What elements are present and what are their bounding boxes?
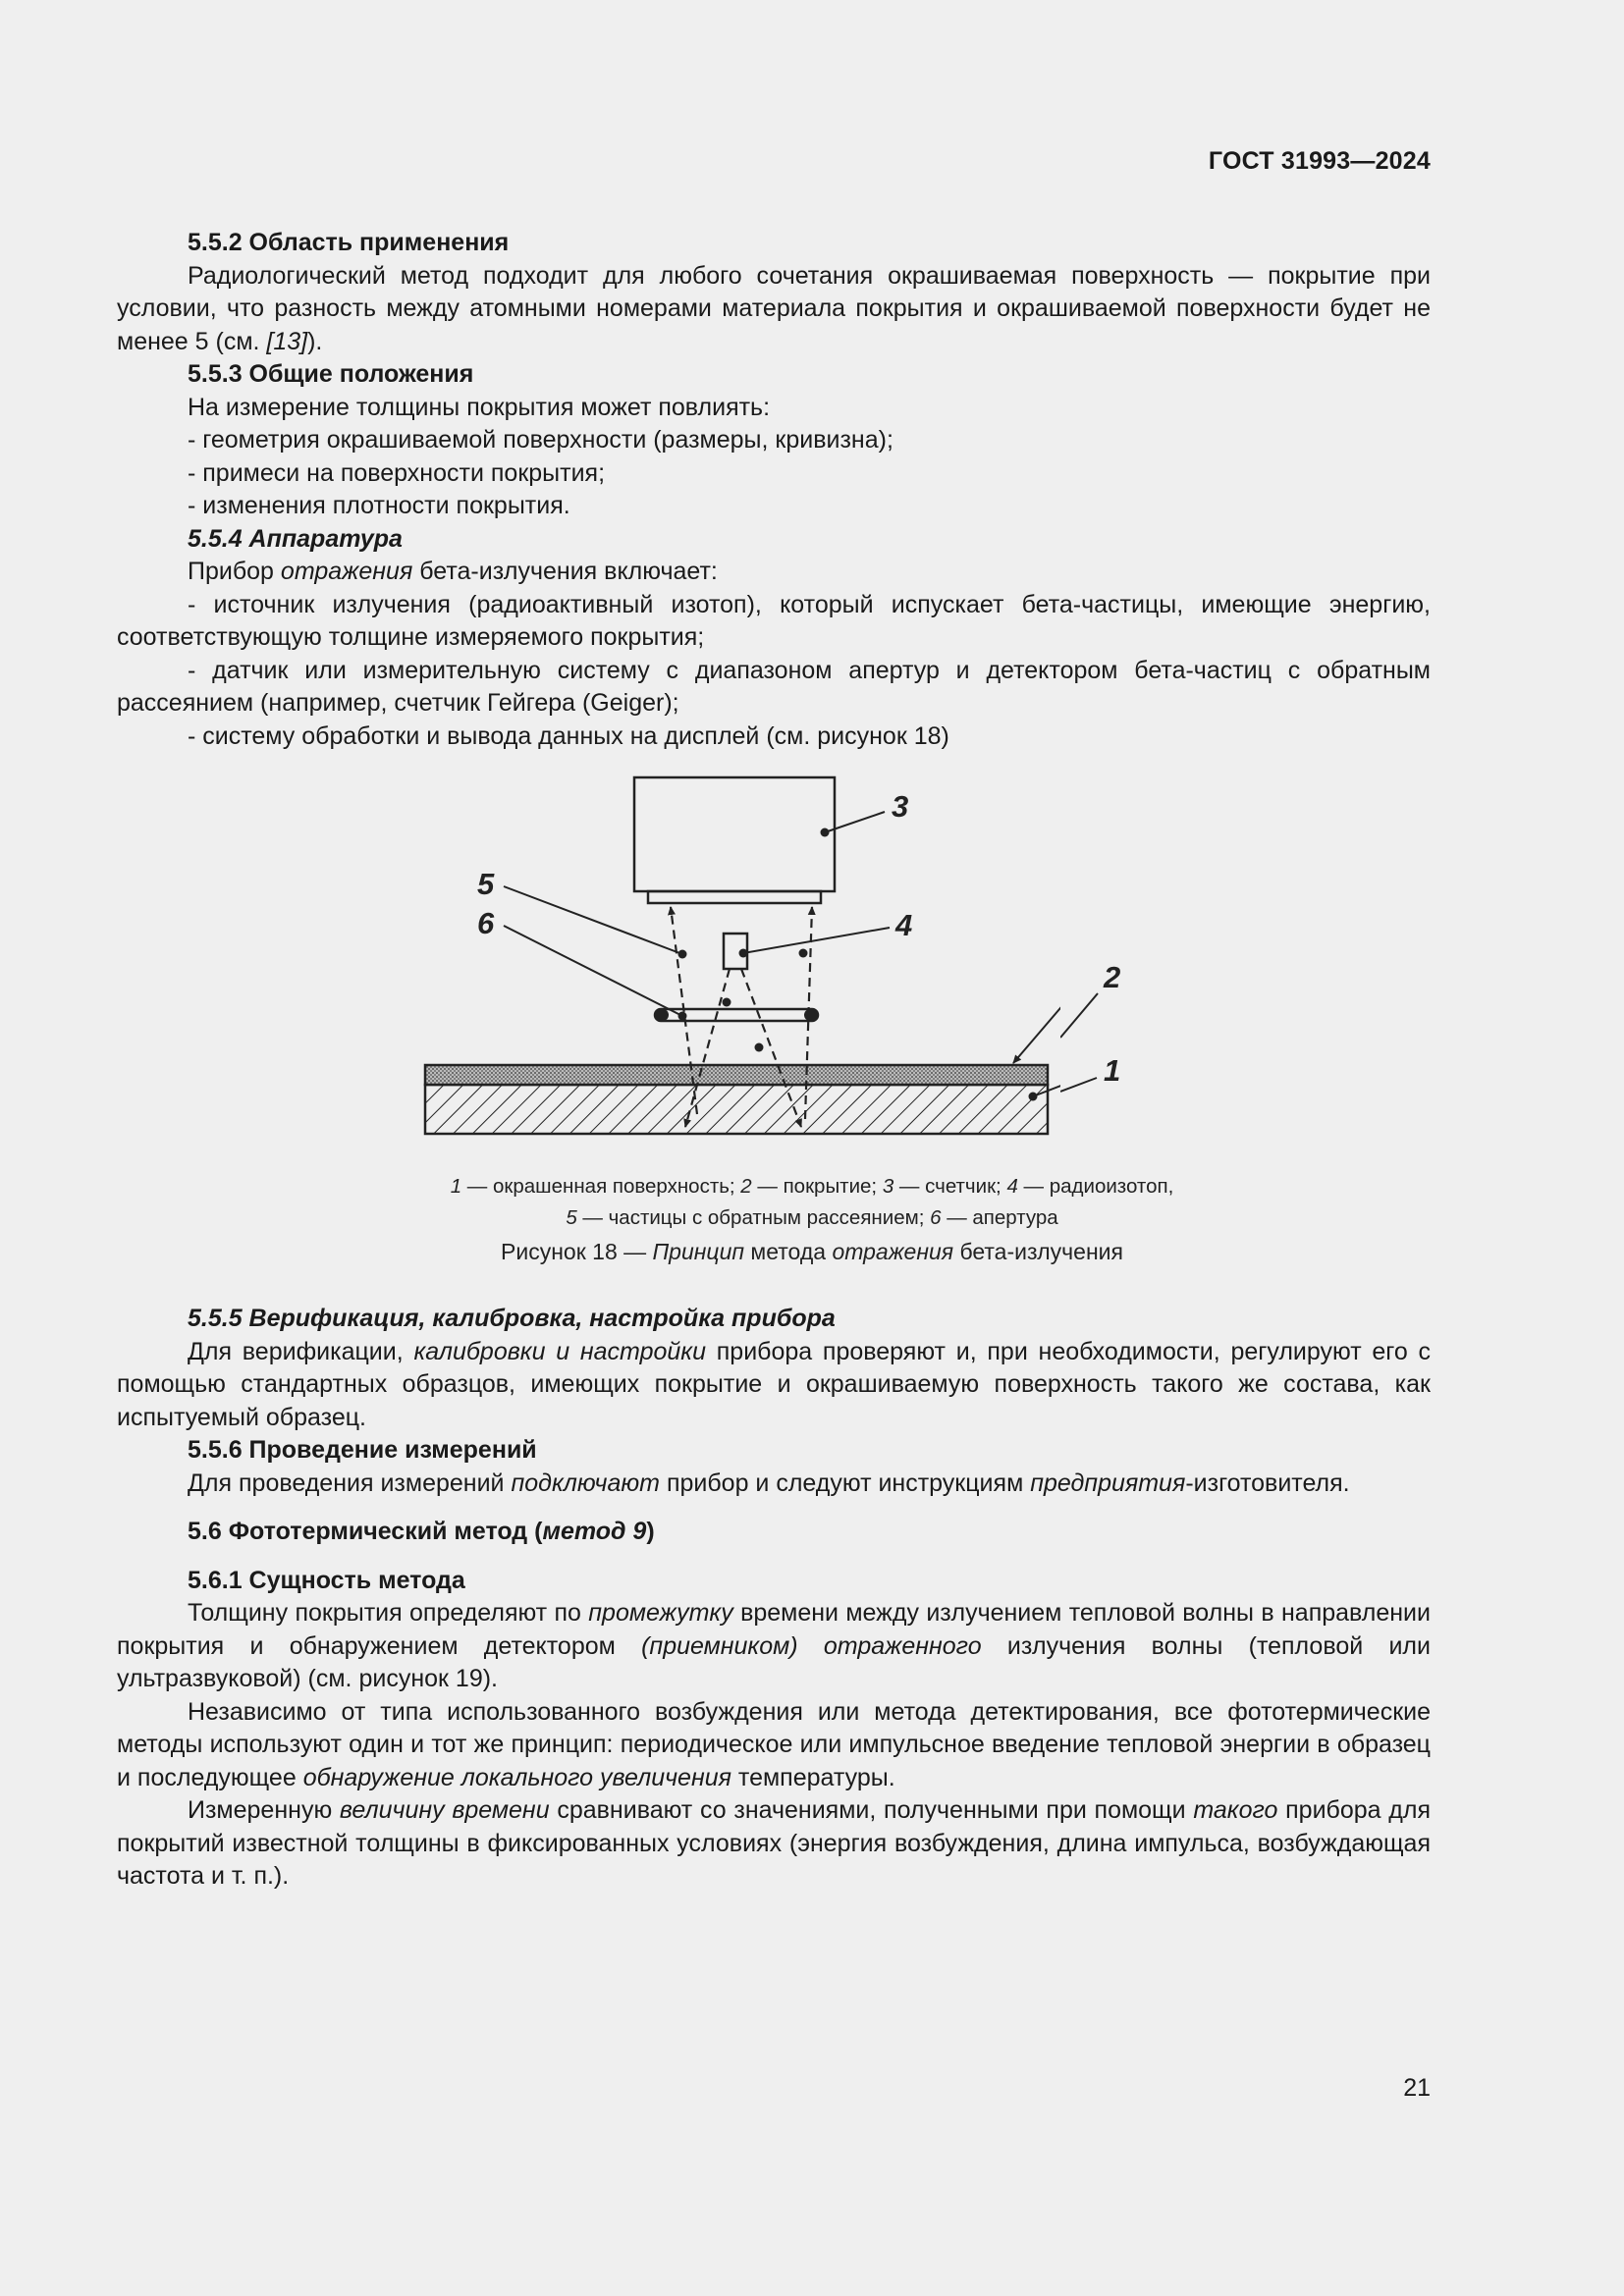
- section-title: 5.5.6 Проведение измерений: [188, 1436, 537, 1464]
- list-item: - датчик или измерительную систему с диапазоном апертур и детектором бета-частиц с обратным рассеянием (например, счетчик Гейгера (Geiger);: [117, 656, 1431, 717]
- section-title: 5.5.4 Аппаратура: [188, 524, 403, 553]
- aperture-edge-left: [655, 1009, 669, 1021]
- list-item: - изменения плотности покрытия.: [188, 492, 570, 519]
- legend-line-2: 5 — частицы с обратным рассеянием; 6 — апертура: [566, 1206, 1058, 1229]
- painted-surface: [425, 1085, 1048, 1134]
- text-block-lower: [117, 1303, 1431, 1894]
- section-title: 5.5.2 Область применения: [188, 229, 510, 256]
- label-5: 5: [477, 867, 495, 901]
- figure-18-diagram: [412, 766, 1060, 1148]
- list-item: - систему обработки и вывода данных на дисплей (см. рисунок 18): [188, 721, 949, 750]
- document-header: ГОСТ 31993—2024: [1208, 147, 1431, 175]
- paragraph: Прибор отражения бета-излучения включает:: [188, 558, 718, 585]
- text-block-upper: [117, 227, 1431, 753]
- coating-layer: [425, 1065, 1048, 1085]
- figure-caption: Рисунок 18 — Принцип метода отражения бета-излучения: [501, 1239, 1123, 1264]
- list-item: - источник излучения (радиоактивный изотоп), который испускает бета-частицы, имеющие энергию, соответствующую толщине измеряемого покрытия;: [117, 590, 1431, 651]
- figure-legend: [0, 1170, 1624, 1233]
- paragraph: Для верификации, калибровки и настройки прибора проверяют и, при необходимости, регулируют его с помощью стандартных образцов, имеющих покрытие и окрашиваемую поверхность такого же состава, как испытуемый образец.: [117, 1337, 1432, 1431]
- label-3: 3: [892, 789, 909, 824]
- paragraph: На измерение толщины покрытия может повлиять:: [188, 393, 771, 421]
- section-title: 5.6 Фототермический метод (метод 9): [188, 1518, 655, 1545]
- aperture-edge-right: [804, 1009, 818, 1021]
- paragraph: Радиологический метод подходит для любого сочетания окрашиваемая поверхность — покрытие при условии, что разность между атомными номерами материала покрытия и окрашиваемой поверхности будет не менее 5 (см. [13]).: [117, 261, 1431, 355]
- paragraph: Для проведения измерений подключают прибор и следуют инструкциям предприятия-изготовителя.: [188, 1468, 1350, 1497]
- counter-window: [648, 891, 821, 903]
- legend-line-1: 1 — окрашенная поверхность; 2 — покрытие; 3 — счетчик; 4 — радиоизотоп,: [450, 1175, 1174, 1198]
- list-item: - примеси на поверхности покрытия;: [188, 458, 606, 487]
- label-6: 6: [477, 906, 495, 940]
- leader-2: [1013, 995, 1060, 1063]
- list-item: - геометрия окрашиваемой поверхности (размеры, кривизна);: [188, 426, 893, 454]
- figure-18-callouts-right: [1060, 962, 1139, 1109]
- label-4: 4: [895, 908, 913, 942]
- label-2: 2: [1104, 962, 1121, 994]
- label-1: 1: [1104, 1053, 1121, 1088]
- counter-body: [634, 777, 835, 891]
- page-number: 21: [1403, 2074, 1431, 2102]
- paragraph: Независимо от типа использованного возбуждения или метода детектирования, все фототермические методы используют один и тот же принцип: периодическое или импульсное введение тепловой энергии в образец и последующее обнаружение локального увеличения температуры.: [117, 1697, 1431, 1791]
- paragraph: Толщину покрытия определяют по промежутку времени между излучением тепловой волны в направлении покрытия и обнаружением детектором (приемником) отраженного излучения волны (тепловой или ультразвуковой) (см. рисунок 19).: [117, 1599, 1431, 1692]
- section-title: 5.6.1 Сущность метода: [188, 1566, 465, 1594]
- section-title: 5.5.5 Верификация, калибровка, настройка прибора: [188, 1305, 836, 1332]
- section-title: 5.5.3 Общие положения: [188, 360, 474, 388]
- paragraph: Измеренную величину времени сравнивают со значениями, полученными при помощи такого прибора для покрытий известной толщины в фиксированных условиях (энергия возбуждения, длина импульса, возбуждающая частота и т. п.).: [117, 1796, 1432, 1890]
